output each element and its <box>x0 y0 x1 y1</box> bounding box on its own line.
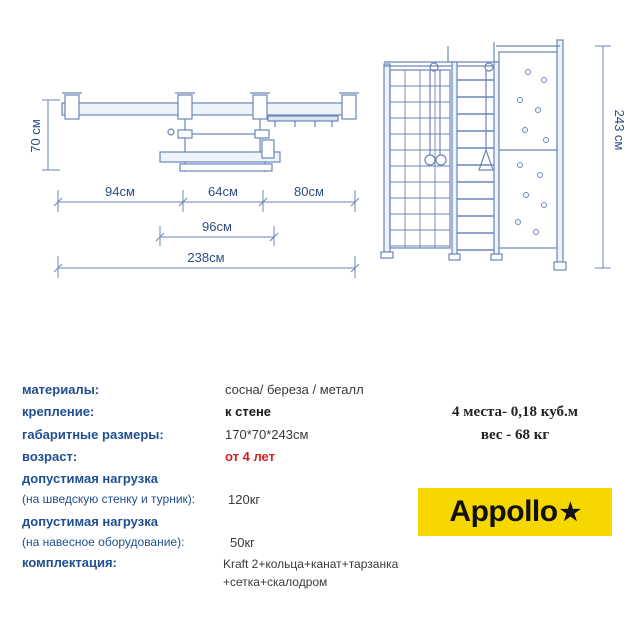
spec-package <box>22 555 117 570</box>
spec-label: материалы: <box>22 382 100 397</box>
spec-load-wall-value: 120кг <box>228 492 261 507</box>
front-view-right <box>425 40 566 270</box>
logo-text: Appollo <box>449 495 558 528</box>
appollo-logo <box>418 488 612 536</box>
ladder-rungs <box>457 80 494 250</box>
spec-age-value: от 4 лет <box>225 449 275 464</box>
technical-drawing <box>0 0 640 300</box>
shipping-weight: вес - 68 кг <box>480 427 550 443</box>
depth-label: 70 см <box>28 119 43 153</box>
shipping-places: 4 места- 0,18 куб.м <box>452 404 578 420</box>
height-label: 243 см <box>612 109 627 151</box>
spec-label: крепление: <box>22 404 95 419</box>
spec-package-value-2: +сетка+скалодром <box>223 575 328 589</box>
spec-label: допустимая нагрузка <box>22 471 158 486</box>
spec-load-wall-sub: (на шведскую стенку и турник): <box>22 492 196 506</box>
inner-label: 96см <box>202 219 232 234</box>
star-icon: ★ <box>559 498 581 526</box>
spec-load-equipment-value: 50кг <box>230 535 255 550</box>
spec-label: комплектация: <box>22 555 117 570</box>
spec-package-value: Kraft 2+кольца+канат+тарзанка <box>223 557 399 571</box>
spec-dimensions-value: 170*70*243см <box>225 427 309 442</box>
seg1-label: 94см <box>105 184 135 199</box>
total-label: 238см <box>187 250 225 265</box>
spec-materials <box>22 382 99 397</box>
spec-mount-value: к стене <box>225 404 272 419</box>
net-grid <box>390 70 450 248</box>
spec-age <box>22 449 77 464</box>
spec-label: габаритные размеры: <box>22 427 164 442</box>
spec-label: допустимая нагрузка <box>22 514 158 529</box>
seg3-label: 80см <box>294 184 324 199</box>
spec-dimensions <box>22 427 164 442</box>
seg2-label: 64см <box>208 184 238 199</box>
spec-mount <box>22 404 94 419</box>
spec-load-equipment <box>22 514 158 529</box>
spec-materials-value: сосна/ береза / металл <box>225 382 364 397</box>
spec-label: возраст: <box>22 449 78 464</box>
spec-load-equipment-sub: (на навесное оборудование): <box>22 535 185 549</box>
top-view <box>62 93 359 172</box>
spec-load-wall <box>22 471 158 486</box>
